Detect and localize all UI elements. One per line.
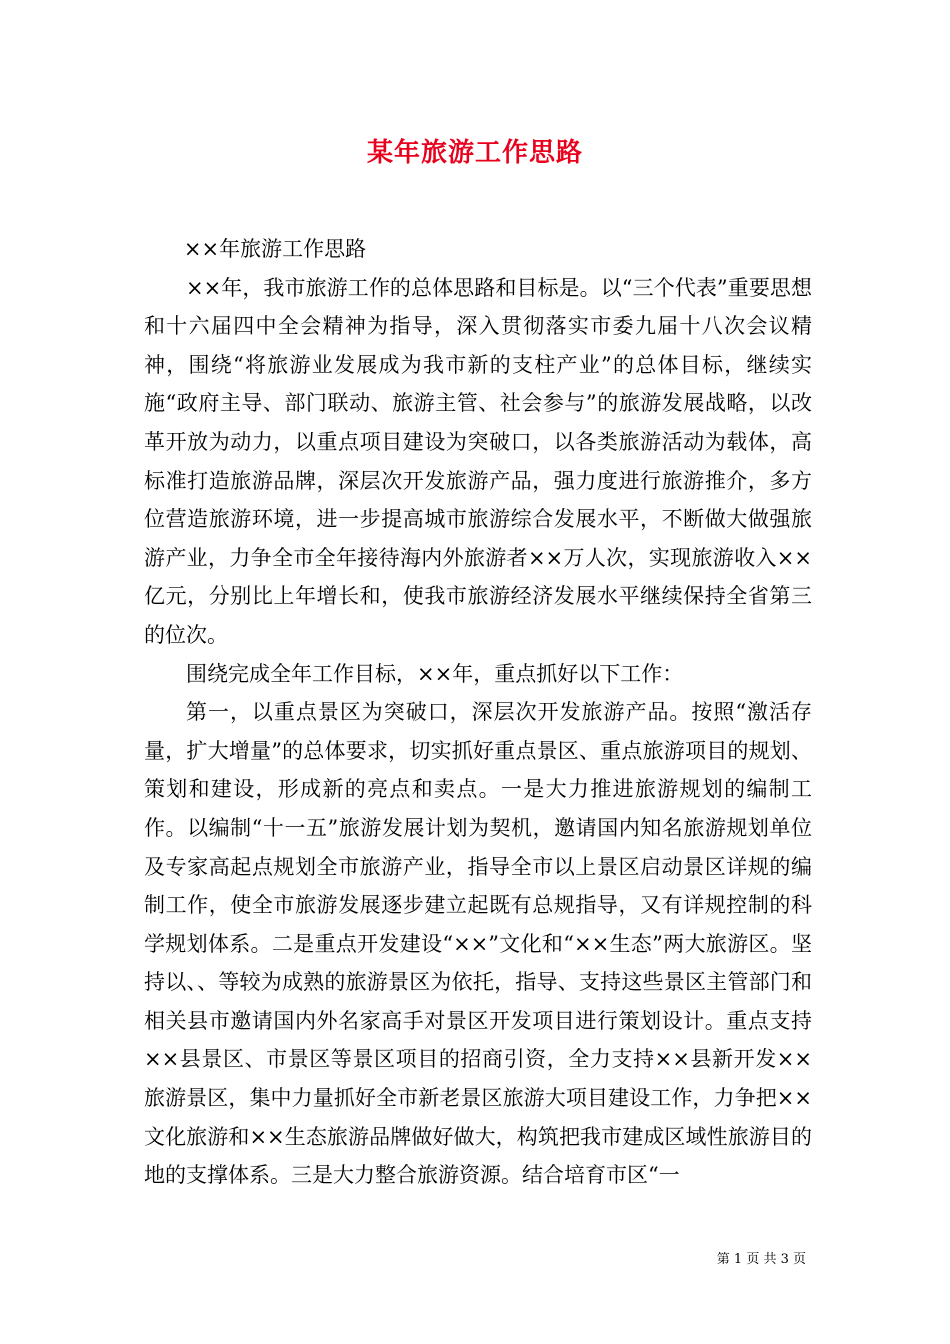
page-number-footer: 第 1 页 共 3 页 [716, 1252, 806, 1267]
paragraph-first-task: 第一，以重点景区为突破口，深层次开发旅游产品。按照“激活存量，扩大增量”的总体要求，切实抓好重点景区、重点旅游项目的规划、策划和建设，形成新的亮点和卖点。一是大力推进旅游规划的编制工作。以编制“十一五”旅游发展计划为契机，邀请国内知名旅游规划单位及专家高起点规划全市旅游产业，指导全市以上景区启动景区详规的编制工作，使全市旅游发展逐步建立起既有总规指导，又有详规控制的科学规划体系。二是重点开发建设“××”文化和“××生态”两大旅游区。坚持以、、等较为成熟的旅游景区为依托，指导、支持这些景区主管部门和相关县市邀请国内外名家高手对景区开发项目进行策划设计。重点支持××县景区、市景区等景区项目的招商引资，全力支持××县新开发××旅游景区，集中力量抓好全市新老景区旅游大项目建设工作，力争把××文化旅游和××生态旅游品牌做好做大，构筑把我市建成区域性旅游目的地的支撑体系。三是大力整合旅游资源。结合培育市区“一 [144, 700, 812, 1188]
document-body [144, 230, 812, 1195]
document-title: 某年旅游工作思路 [366, 138, 583, 168]
paragraph-overview: ××年，我市旅游工作的总体思路和目标是。以“三个代表”重要思想和十六届四中全会精神为指导，深入贯彻落实市委九届十八次会议精神，围绕“将旅游业发展成为我市新的支柱产业”的总体目标，继续实施“政府主导、部门联动、旅游主管、社会参与”的旅游发展战略，以改革开放为动力，以重点项目建设为突破口，以各类旅游活动为载体，高标准打造旅游品牌，深层次开发旅游产品，强力度进行旅游推介，多方位营造旅游环境，进一步提高城市旅游综合发展水平，不断做大做强旅游产业，力争全市全年接待海内外旅游者××万人次，实现旅游收入××亿元，分别比上年增长和，使我市旅游经济发展水平继续保持全省第三的位次。 [144, 275, 812, 647]
document-subtitle: ××年旅游工作思路 [183, 237, 367, 261]
paragraph-tasks-intro: 围绕完成全年工作目标，××年，重点抓好以下工作： [186, 661, 684, 686]
